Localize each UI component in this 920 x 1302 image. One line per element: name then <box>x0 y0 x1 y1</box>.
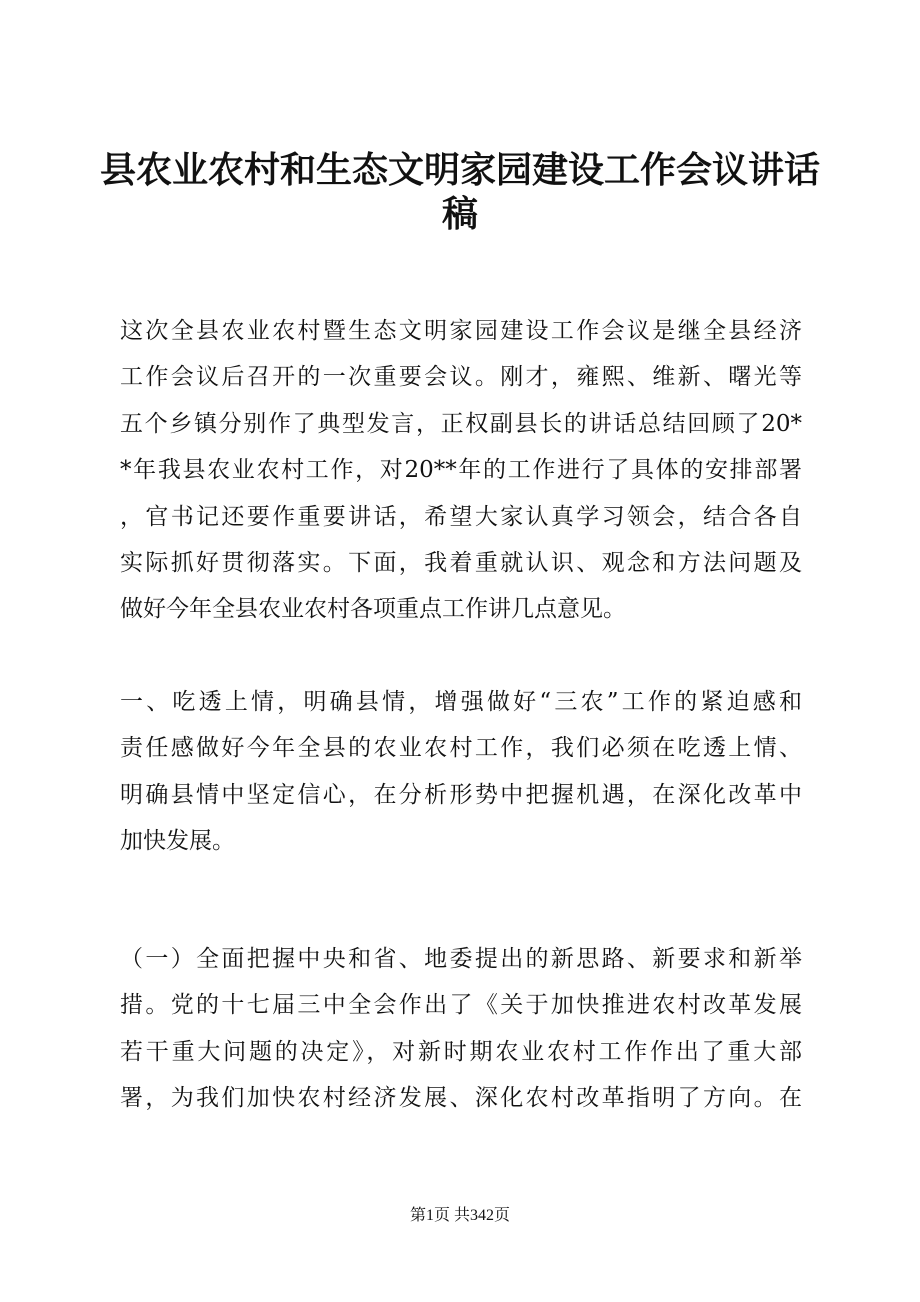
paragraph-subsection-one <box>120 936 802 1122</box>
text-line: 若干重大问题的决定》，对新时期农业农村工作作出了重大部 <box>120 1038 802 1065</box>
document-title: 县农业农村和生态文明家园建设工作会议讲话 <box>99 149 820 191</box>
text-line: 署，为我们加快农村经济发展、深化农村改革指明了方向。在 <box>120 1085 802 1112</box>
text-line: *年我县农业农村工作，对20**年的工作进行了具体的安排部署 <box>120 457 802 484</box>
text-line: 实际抓好贯彻落实。下面，我着重就认识、观念和方法问题及 <box>120 549 802 576</box>
text-line: 明确县情中坚定信心，在分析形势中把握机遇，在深化改革中 <box>120 781 802 808</box>
text-line: 做好今年全县农业农村各项重点工作讲几点意见。 <box>120 596 626 623</box>
text-line: 工作会议后召开的一次重要会议。刚才，雍熙、维新、曙光等 <box>120 364 802 391</box>
text-line: 这次全县农业农村暨生态文明家园建设工作会议是继全县经济 <box>120 318 802 344</box>
text-line: 五个乡镇分别作了典型发言，正权副县长的讲话总结回顾了20* <box>120 410 802 437</box>
text-line: 加快发展。 <box>120 828 235 855</box>
page-number-footer: 第1页 共342页 <box>409 1207 510 1224</box>
paragraph-intro <box>120 308 802 633</box>
paragraph-section-one <box>120 679 802 865</box>
text-line: ，官书记还要作重要讲话，希望大家认真学习领会，结合各自 <box>120 503 802 530</box>
text-line: 一、吃透上情，明确县情，增强做好“三农”工作的紧迫感和 <box>120 689 802 715</box>
text-line: 措。党的十七届三中全会作出了《关于加快推进农村改革发展 <box>120 992 802 1019</box>
text-line: （一）全面把握中央和省、地委提出的新思路、新要求和新举 <box>120 946 802 972</box>
text-line: 责任感做好今年全县的农业农村工作，我们必须在吃透上情、 <box>120 735 802 762</box>
document-title-continued: 稿 <box>441 193 478 235</box>
